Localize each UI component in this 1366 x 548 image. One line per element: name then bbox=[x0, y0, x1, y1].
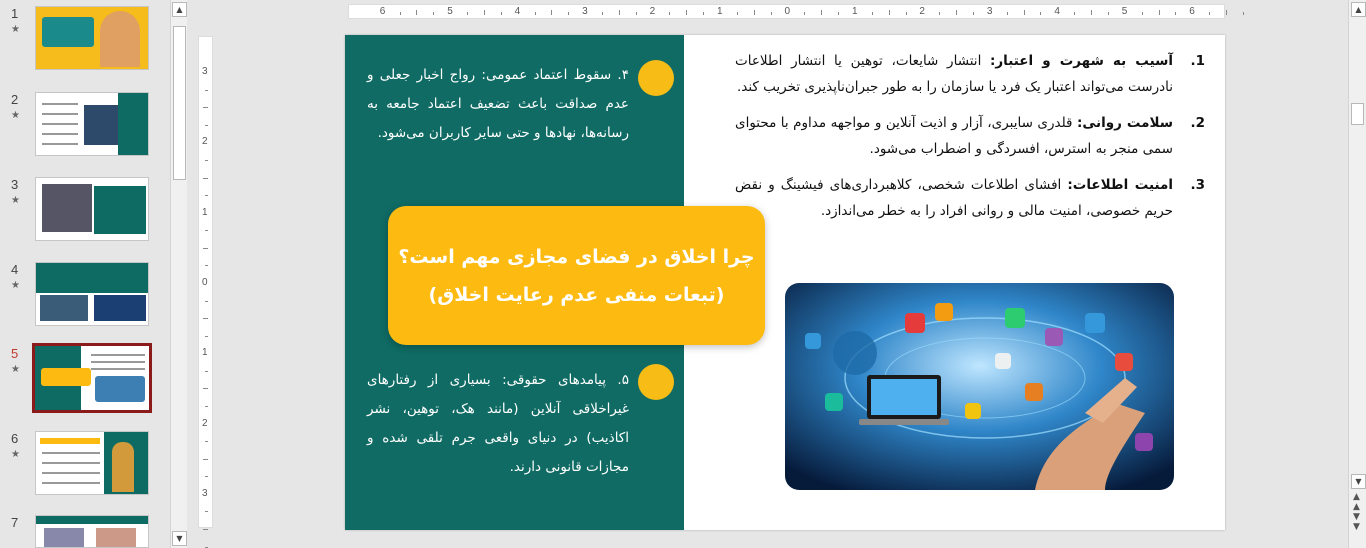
scrollbar-thumb[interactable] bbox=[1351, 103, 1364, 125]
animation-star-icon: ★ bbox=[11, 280, 20, 291]
slide-number: 5 bbox=[11, 346, 19, 361]
ruler-tick bbox=[1209, 12, 1210, 15]
callout-title: چرا اخلاق در فضای مجازی مهم است؟ bbox=[398, 245, 755, 268]
ruler-label: 3 bbox=[202, 66, 208, 78]
ruler-label: 2 bbox=[919, 6, 925, 17]
ruler-tick bbox=[205, 125, 208, 126]
slide-number: 3 bbox=[11, 177, 19, 192]
ruler-tick bbox=[602, 12, 603, 15]
ruler-label: 0 bbox=[784, 6, 791, 17]
ruler-label: 1 bbox=[717, 6, 723, 17]
ruler-tick bbox=[1040, 12, 1041, 15]
digital-network-photo[interactable] bbox=[785, 283, 1174, 490]
ruler-tick bbox=[619, 10, 620, 15]
ruler-tick bbox=[205, 406, 208, 407]
ruler-label: 2 bbox=[202, 136, 208, 148]
ruler-label: 5 bbox=[447, 6, 453, 17]
ruler-tick bbox=[703, 12, 704, 15]
ruler-tick bbox=[821, 10, 822, 15]
slide-preview[interactable] bbox=[35, 515, 149, 548]
ruler-label: 6 bbox=[1189, 6, 1195, 17]
ruler-tick bbox=[737, 12, 738, 15]
ruler-tick bbox=[1091, 10, 1092, 15]
slide-thumbnail-pane bbox=[0, 0, 170, 548]
slide-preview[interactable] bbox=[35, 177, 149, 241]
list-item-title: امنیت اطلاعات: bbox=[1067, 177, 1173, 193]
animation-star-icon: ★ bbox=[11, 449, 20, 460]
list-item: 1. آسیب به شهرت و اعتبار: انتشار شایعات، توهین یا انتشار اطلاعات نادرست می‌تواند اعتبار یک فرد یا سازمان را به طور جبران‌ناپذیری تخریب کند. bbox=[735, 53, 1205, 95]
slide-number: 6 bbox=[11, 431, 19, 446]
ruler-tick bbox=[205, 476, 208, 477]
ruler-tick bbox=[956, 10, 957, 15]
ruler-tick bbox=[501, 12, 502, 15]
network-illustration bbox=[785, 283, 1174, 490]
list-item: 3. امنیت اطلاعات: افشای اطلاعات شخصی، کلاهبرداری‌های فیشینگ و نقض حریم خصوصی، امنیت مالی و روانی افراد را به خطر می‌اندازد. bbox=[735, 177, 1205, 219]
slide-preview[interactable] bbox=[35, 431, 149, 495]
ruler-tick bbox=[484, 10, 485, 15]
ruler-tick bbox=[205, 195, 208, 196]
ruler-label: 4 bbox=[514, 6, 521, 17]
ruler-tick bbox=[568, 12, 569, 15]
ruler-tick bbox=[804, 12, 805, 15]
scroll-down-arrow-icon[interactable]: ▼ bbox=[172, 531, 187, 546]
ruler-tick bbox=[203, 388, 208, 389]
list-item-title: سلامت روانی: bbox=[1077, 115, 1173, 131]
list-item-title: آسیب به شهرت و اعتبار: bbox=[990, 53, 1173, 69]
thumbnail-slide-2[interactable] bbox=[0, 92, 170, 162]
animation-star-icon: ★ bbox=[11, 24, 20, 35]
next-slide-icon[interactable]: ▼ ▼ bbox=[1353, 512, 1360, 532]
ruler-tick bbox=[1074, 12, 1075, 15]
ruler-tick bbox=[1243, 12, 1244, 15]
list-item-text: انتشار شایعات، توهین یا انتشار اطلاعات نادرست می‌تواند اعتبار یک فرد یا سازمان را به طور جبران‌ناپذیری تخریب کند. bbox=[735, 53, 1173, 95]
thumbnail-slide-4[interactable] bbox=[0, 262, 170, 332]
slide-number: 4 bbox=[11, 262, 19, 277]
ruler-label: 3 bbox=[582, 6, 588, 17]
ruler-tick bbox=[551, 10, 552, 15]
editor-scrollbar[interactable] bbox=[1348, 0, 1366, 548]
ruler-tick bbox=[838, 12, 839, 15]
list-item: 2. سلامت روانی: قلدری سایبری، آزار و اذیت آنلاین و مواجهه مداوم با محتوای سمی منجر به استرس، افسردگی و اضطراب می‌شود. bbox=[735, 115, 1205, 157]
scroll-up-arrow-icon[interactable]: ▲ bbox=[172, 2, 187, 17]
ruler-label: 3 bbox=[202, 487, 208, 499]
ruler-tick bbox=[205, 160, 208, 161]
ruler-tick bbox=[535, 12, 536, 15]
ruler-tick bbox=[467, 12, 468, 15]
horizontal-ruler[interactable] bbox=[348, 4, 1225, 19]
ruler-tick bbox=[203, 107, 208, 108]
ruler-tick bbox=[973, 12, 974, 15]
ruler-tick bbox=[205, 230, 208, 231]
ruler-label: 6 bbox=[379, 6, 386, 17]
slide-number: 1 bbox=[11, 6, 19, 21]
ruler-tick bbox=[636, 12, 637, 15]
consequences-list[interactable] bbox=[735, 48, 1205, 234]
item-5-text[interactable]: ۵. پیامدهای حقوقی: بسیاری از رفتارهای غیراخلاقی آنلاین (مانند هک، توهین، نشر اکاذیب) در دنیای واقعی جرم تلقی شده و مجازات قانونی دارند. bbox=[367, 372, 629, 475]
thumbnail-scrollbar[interactable] bbox=[170, 0, 187, 548]
ruler-tick bbox=[205, 441, 208, 442]
ruler-tick bbox=[939, 12, 940, 15]
ruler-tick bbox=[203, 459, 208, 460]
ruler-label: 1 bbox=[202, 347, 208, 359]
bullet-dot-icon bbox=[638, 364, 674, 400]
previous-slide-icon[interactable]: ▲ ▲ bbox=[1353, 492, 1360, 512]
ruler-tick bbox=[205, 301, 208, 302]
ruler-tick bbox=[889, 10, 890, 15]
slide-number: 2 bbox=[11, 92, 19, 107]
ruler-tick bbox=[203, 529, 208, 530]
animation-star-icon: ★ bbox=[11, 195, 20, 206]
scroll-down-arrow-icon[interactable]: ▼ bbox=[1351, 474, 1366, 489]
ruler-tick bbox=[205, 90, 208, 91]
ruler-label: 1 bbox=[202, 206, 208, 218]
ruler-tick bbox=[203, 318, 208, 319]
slide-preview[interactable] bbox=[35, 92, 149, 156]
ruler-label: 2 bbox=[202, 417, 208, 429]
ruler-tick bbox=[1024, 10, 1025, 15]
item-4-text[interactable]: ۴. سقوط اعتماد عمومی: رواج اخبار جعلی و عدم صداقت باعث تضعیف اعتماد جامعه به رسانه‌ها، نهادها و حتی سایر کاربران می‌شود. bbox=[367, 67, 629, 141]
ruler-tick bbox=[669, 12, 670, 15]
ruler-tick bbox=[872, 12, 873, 15]
thumbnail-slide-5[interactable] bbox=[0, 346, 170, 416]
ruler-tick bbox=[771, 12, 772, 15]
ruler-label: 5 bbox=[1121, 6, 1128, 17]
ruler-tick bbox=[433, 12, 434, 15]
scroll-up-arrow-icon[interactable]: ▲ bbox=[1351, 2, 1366, 17]
ruler-tick bbox=[205, 336, 208, 337]
ruler-tick bbox=[1159, 10, 1160, 15]
ruler-label: 3 bbox=[986, 6, 993, 17]
ruler-tick bbox=[1108, 12, 1109, 15]
ruler-tick bbox=[1226, 10, 1227, 15]
thumbnail-slide-1[interactable] bbox=[0, 6, 170, 76]
ruler-tick bbox=[1142, 12, 1143, 15]
animation-star-icon: ★ bbox=[11, 364, 20, 375]
ruler-tick bbox=[754, 10, 755, 15]
ruler-label: 1 bbox=[851, 6, 858, 17]
ruler-tick bbox=[205, 371, 208, 372]
ruler-tick bbox=[1175, 12, 1176, 15]
slide-preview[interactable] bbox=[32, 343, 152, 413]
ruler-tick bbox=[205, 265, 208, 266]
animation-star-icon: ★ bbox=[11, 110, 20, 121]
slide-canvas[interactable] bbox=[345, 35, 1225, 530]
thumbnail-slide-7[interactable] bbox=[0, 515, 170, 548]
ruler-tick bbox=[203, 248, 208, 249]
ruler-tick bbox=[400, 12, 401, 15]
ruler-tick bbox=[205, 547, 208, 548]
slide-preview[interactable] bbox=[35, 262, 149, 326]
scrollbar-thumb[interactable] bbox=[173, 26, 186, 180]
list-item-text: قلدری سایبری، آزار و اذیت آنلاین و مواجهه مداوم با محتوای سمی منجر به استرس، افسردگی و اضطراب می‌شود. bbox=[735, 115, 1173, 157]
thumbnail-slide-3[interactable] bbox=[0, 177, 170, 247]
list-item-text: افشای اطلاعات شخصی، کلاهبرداری‌های فیشینگ و نقض حریم خصوصی، امنیت مالی و روانی افراد را به خطر می‌اندازد. bbox=[735, 177, 1173, 219]
callout-subtitle: (تبعات منفی عدم رعایت اخلاق) bbox=[428, 283, 725, 306]
ruler-tick bbox=[686, 10, 687, 15]
bullet-dot-icon bbox=[638, 60, 674, 96]
slide-preview[interactable] bbox=[35, 6, 149, 70]
ruler-label: 0 bbox=[202, 277, 208, 288]
ruler-tick bbox=[203, 178, 208, 179]
thumbnail-slide-6[interactable] bbox=[0, 431, 170, 501]
ruler-tick bbox=[205, 511, 208, 512]
ruler-label: 2 bbox=[649, 6, 656, 17]
ruler-label: 4 bbox=[1054, 6, 1060, 17]
slide-number: 7 bbox=[11, 515, 19, 530]
vertical-ruler[interactable] bbox=[198, 36, 213, 528]
title-callout-box[interactable] bbox=[388, 206, 765, 345]
ruler-tick bbox=[416, 10, 417, 15]
ruler-tick bbox=[906, 12, 907, 15]
ruler-tick bbox=[1007, 12, 1008, 15]
